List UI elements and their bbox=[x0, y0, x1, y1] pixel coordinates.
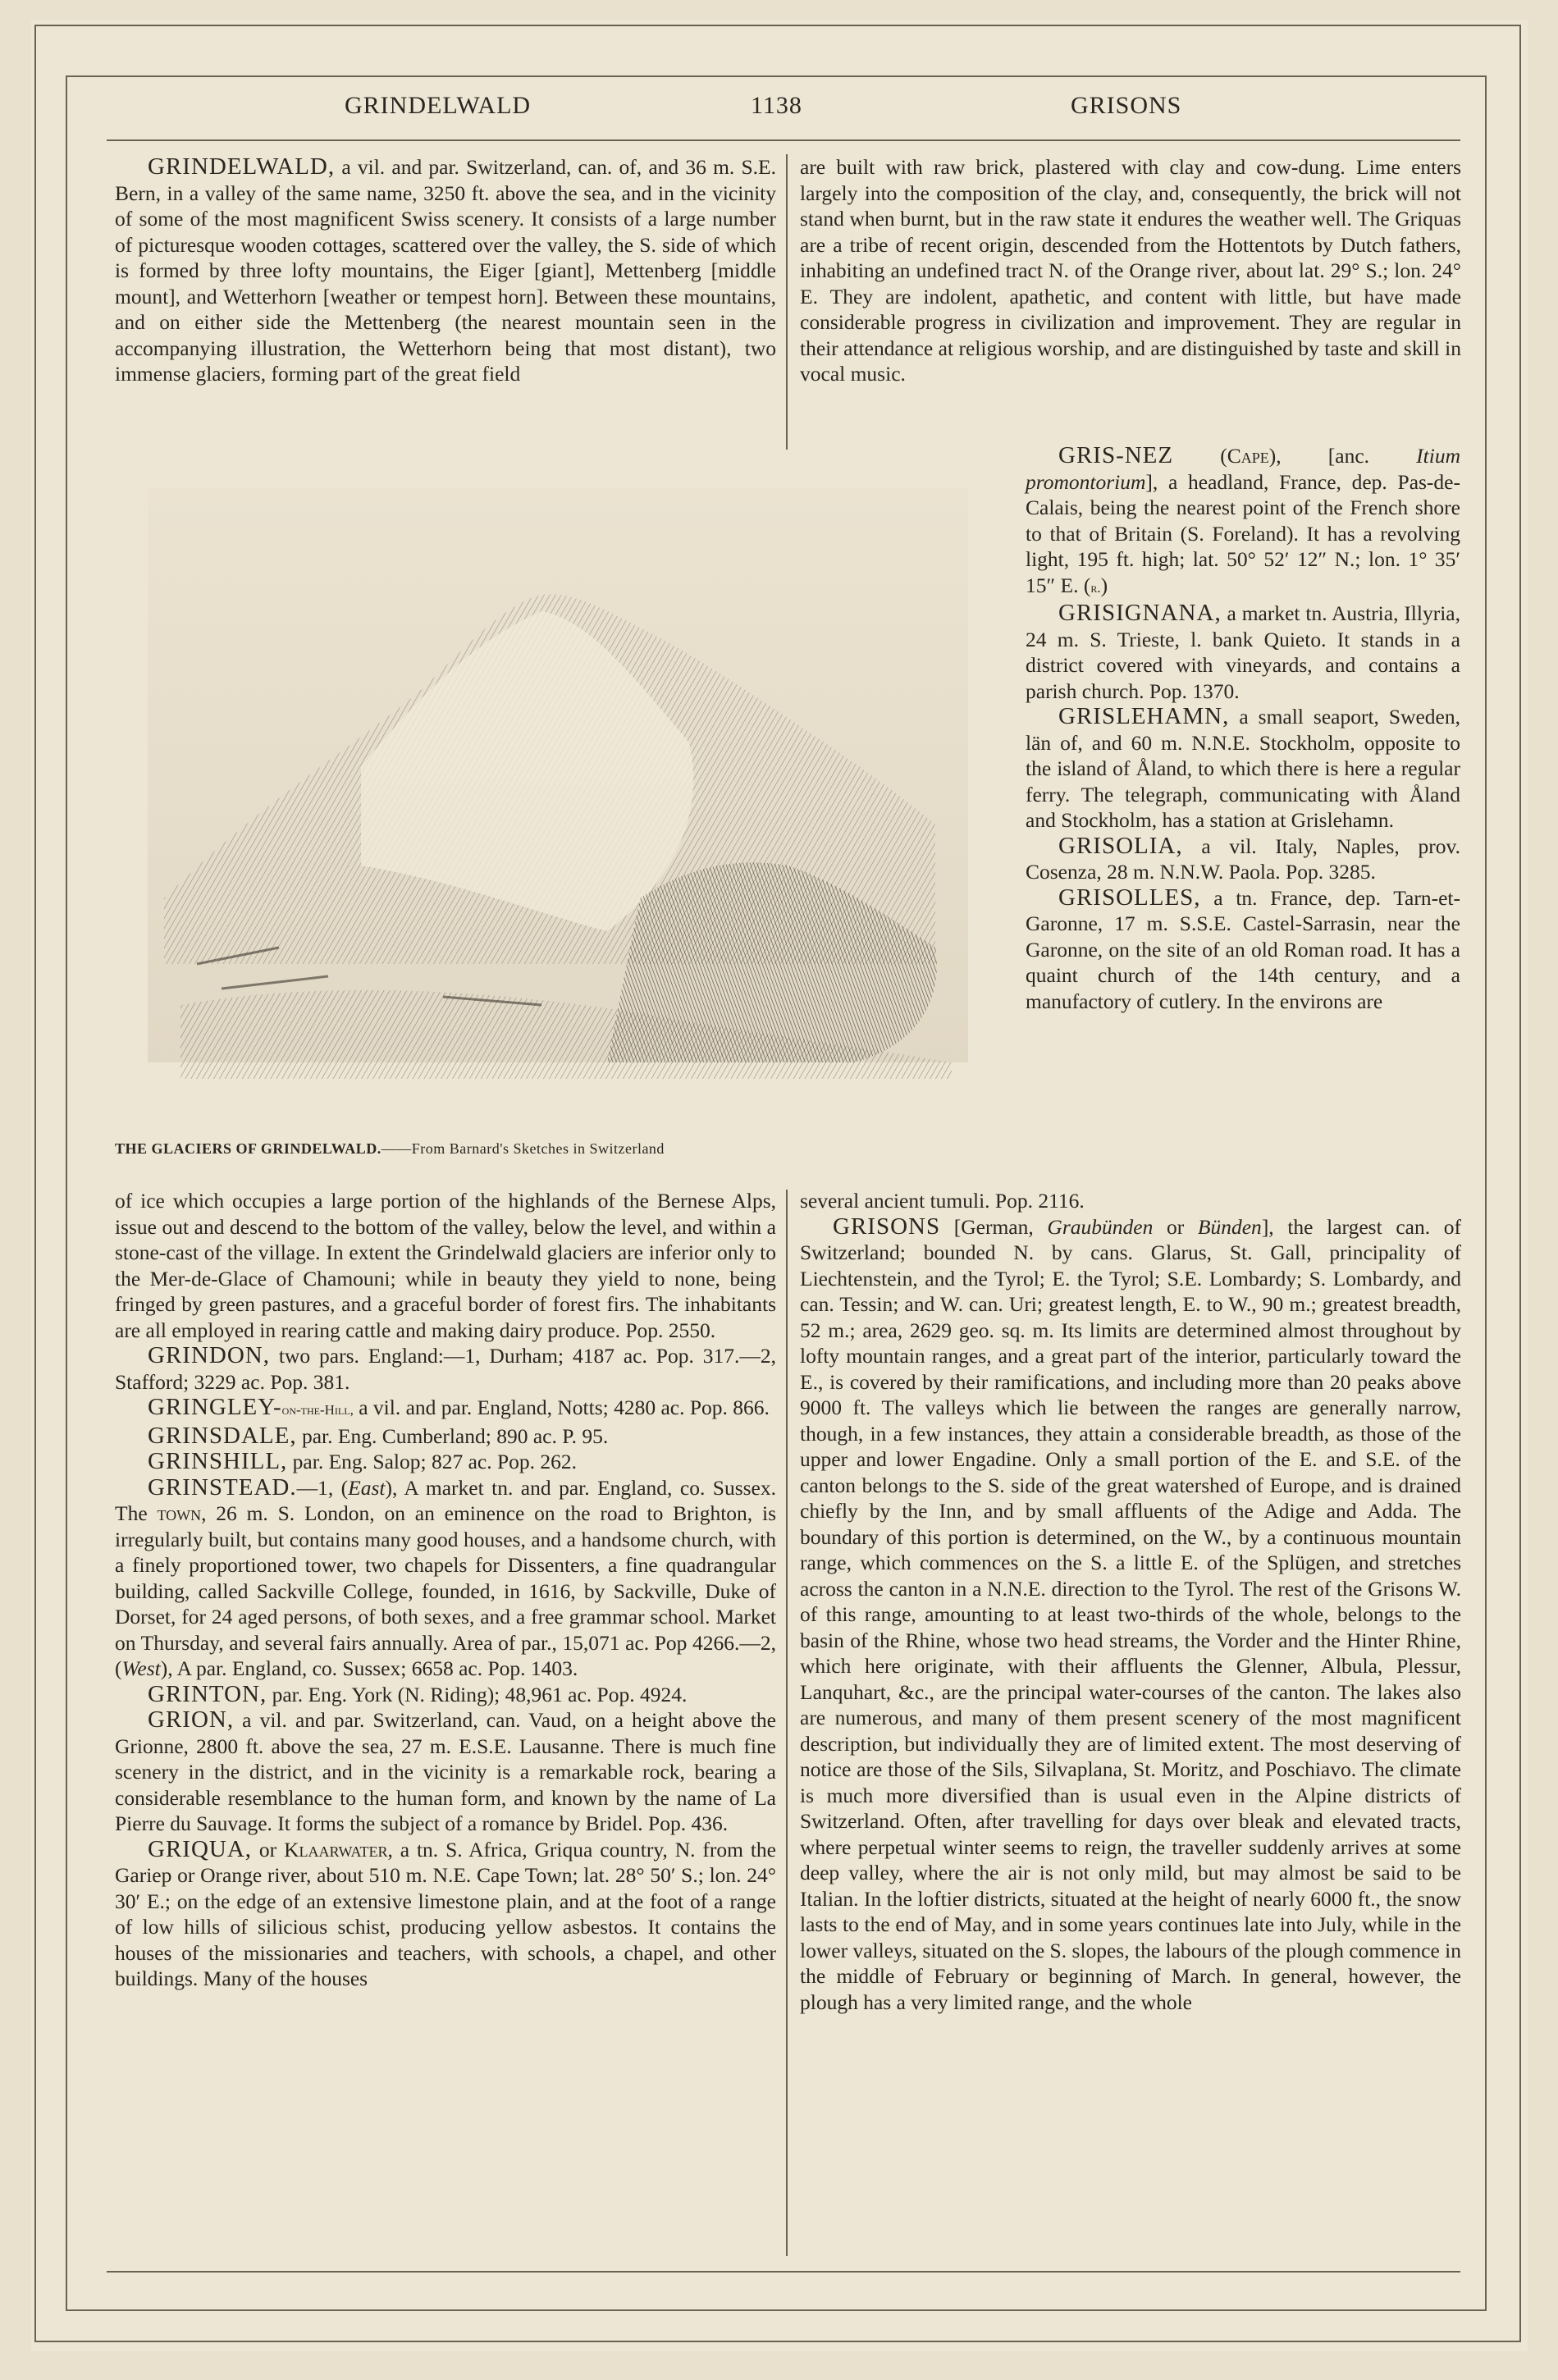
page-number: 1138 bbox=[751, 92, 802, 119]
entry-grion: GRION, a vil. and par. Switzerland, can. Vaud, on a height above the Grionne, 2800 ft. above the sea, 27 m. E.S.E. Lausanne. There is much fine scenery in the district, and in the vicinity is a remarkable rock, bearing a considerable resemblance to the human form, and known by the name of La Pierre du Sauvage. It forms the subject of a romance by Bridel. Pop. 436. bbox=[115, 1706, 776, 1835]
text-bottom-right bbox=[800, 1188, 1461, 2015]
entry-grinshill: GRINSHILL, par. Eng. Salop; 827 ac. Pop. 262. bbox=[148, 1448, 578, 1474]
entry-grisnez: GRIS-NEZ (Cape), [anc. Itium promontorium], a headland, France, dep. Pas-de-Calais, being the nearest point of the French shore to that of Britain (S. Foreland). It has a revolving light, 195 ft. high; lat. 50° 52′ 12″ N.; lon. 1° 35′ 15″ E. (r.) bbox=[1026, 442, 1460, 597]
entry-gringley: GRINGLEY-on-the-Hill, a vil. and par. England, Notts; 4280 ac. Pop. 866. bbox=[148, 1394, 770, 1420]
illustration-caption: THE GLACIERS OF GRINDELWALD.——From Barnard's Sketches in Switzerland bbox=[115, 1140, 665, 1157]
text-side-right bbox=[1026, 443, 1460, 1014]
entry-grisons: GRISONS [German, Graubünden or Bünden], the largest can. of Switzerland; bounded N. by cans. Glarus, St. Gall, principality of Liechtenstein, and the Tyrol; E. the Tyrol; S.E. Lombardy; S. Lombardy, and can. Tessin; and W. can. Uri; greatest length, E. to W., 90 m.; greatest breadth, 52 m.; area, 2629 geo. sq. m. Its limits are determined almost throughout by lofty mountain ranges, and a great part of the interior, particularly toward the E., is covered by their ramifications, and including more than 20 peaks above 9000 ft. The valleys which lie between the ranges are generally narrow, though, in a few instances, they attain a considerable breadth, as those of the upper and lower Engadine. Only a small portion of the E. and S.E. of the canton belongs to the S. side of the great watershed of Europe, and is drained chiefly by the Inn, and by small affluents of the Adige and Adda. The boundary of this portion is determined, on the W., by a continuous mountain range, which commences on the S. a little E. of the Splügen, and stretches across the canton in a N.N.E. direction to the Tyrol. The rest of the Grisons W. of this range, amounting to at least two-thirds of the whole, belongs to the basin of the Rhine, whose two head streams, the Vorder and the Hinter Rhine, which here originate, with their affluents the Glenner, Albula, Plessur, Lanquhart, &c., are the principal water-courses of the canton. The lakes also are numerous, and many of them present scenery of the most magnificent description, but individually they are of limited extent. The most deserving of notice are those of the Sils, Silvaplana, St. Moritz, and Poschiavo. The climate is much more diversified than is usual even in the Alpine districts of Switzerland. Often, after travelling for days over bleak and elevated tracts, where perpetual winter seems to reign, the traveller suddenly arrives at some deep valley, where the air is not only mild, but may almost be said to be Italian. In the loftier districts, situated at the height of nearly 6000 ft., the snow lasts to the end of May, and in some years continues late into July, while in the lower valleys, situated on the S. slopes, the labours of the plough commence in the middle of February or beginning of March. In general, however, the plough has a very limited range, and the whole bbox=[800, 1213, 1461, 2014]
entry-griqua: GRIQUA, or Klaarwater, a tn. S. Africa, Griqua country, N. from the Gariep or Orange river, about 510 m. N.E. Cape Town; lat. 28° 50′ S.; lon. 24° 30′ E.; on the edge of an extensive limestone plain, and at the foot of a range of low hills of silicious schist, producing yellow asbestos. It contains the houses of the missionaries and teachers, with schools, a chapel, and other buildings. Many of the houses bbox=[115, 1835, 776, 1990]
entry-grinton: GRINTON, par. Eng. York (N. Riding); 48,961 ac. Pop. 4924. bbox=[148, 1680, 688, 1707]
entry-grinstead: GRINSTEAD.—1, (East), A market tn. and par. England, co. Sussex. The town, 26 m. S. London, on an eminence on the road to Brighton, is irregularly built, but contains many good houses, and a handsome church, with a finely proportioned tower, two chapels for Dissenters, a fine quadrangular building, called Sackville College, founded, in 1616, by Sackville, Duke of Dorset, for 24 aged persons, of both sexes, and a free grammar school. Market on Thursday, and several fairs annually. Area of par., 15,071 ac. Pop 4266.—2, (West), A par. England, co. Sussex; 6658 ac. Pop. 1403. bbox=[115, 1473, 776, 1680]
entry-grindelwald: GRINDELWALD, a vil. and par. Switzerland, can. of, and 36 m. S.E. Bern, in a valley of the same name, 3250 ft. above the sea, and in the vicinity of some of the most magnificent Swiss scenery. It consists of a large number of picturesque wooden cottages, scattered over the valley, the S. side of which is formed by three lofty mountains, the Eiger [giant], Mettenberg [middle mount], and Wetterhorn [weather or tempest horn]. Between these mountains, and on either side the Mettenberg (the nearest mountain seen in the accompanying illustration, the Wetterhorn being that most distant), two immense glaciers, forming part of the great field bbox=[115, 153, 776, 386]
entry-grindon: GRINDON, two pars. England:—1, Durham; 4187 ac. Pop. 317.—2, Stafford; 3229 ac. Pop. 381. bbox=[115, 1342, 776, 1394]
entry-grinsdale: GRINSDALE, par. Eng. Cumberland; 890 ac. P. 95. bbox=[148, 1422, 609, 1449]
column-rule-bottom bbox=[786, 1190, 788, 2256]
text-top-left bbox=[115, 154, 776, 387]
entry-grisolles: GRISOLLES, a tn. France, dep. Tarn-et-Garonne, 17 m. S.S.E. Castel-Sarrasin, near the Garonne, on the site of an old Roman road. It has a quaint church of the 14th century, and a manufactory of cutlery. In the environs are bbox=[1026, 884, 1460, 1013]
entry-grisolles-continued: several ancient tumuli. Pop. 2116. bbox=[800, 1189, 1085, 1213]
text-bottom-left bbox=[115, 1188, 776, 1992]
running-head-left: GRINDELWALD bbox=[345, 92, 532, 119]
header-rule bbox=[107, 139, 1460, 141]
column-rule-top bbox=[786, 154, 788, 450]
glacier-illustration bbox=[115, 472, 1013, 1132]
entry-griqua-continued: are built with raw brick, plastered with clay and cow-dung. Lime enters largely into the composition of the clay, and, consequently, the brick will not stand when burnt, but in the raw state it endures the weather well. The Griquas are a tribe of recent origin, descended from the Hottentots by Dutch fathers, inhabiting an undefined tract N. of the Orange river, about lat. 29° S.; lon. 24° E. They are indolent, apathetic, and content with little, but have made considerable progress in civilization and improvement. They are regular in their attendance at religious worship, and are distinguished by taste and skill in vocal music. bbox=[800, 155, 1461, 386]
entry-grisignana: GRISIGNANA, a market tn. Austria, Illyria, 24 m. S. Trieste, l. bank Quieto. It stands in a district covered with vineyards, and contains a parish church. Pop. 1370. bbox=[1026, 600, 1460, 703]
text-top-right bbox=[800, 154, 1461, 387]
entry-grisolia: GRISOLIA, a vil. Italy, Naples, prov. Cosenza, 28 m. N.N.W. Paola. Pop. 3285. bbox=[1026, 832, 1460, 884]
headword: GRINDELWALD, bbox=[148, 153, 336, 180]
running-head-right: GRISONS bbox=[1071, 92, 1182, 119]
entry-grindelwald-continued: of ice which occupies a large portion of the highlands of the Bernese Alps, issue out and descend to the bottom of the valley, below the level, and within a stone-cast of the village. In extent the Grindelwald glaciers are inferior only to the Mer-de-Glace of Chamouni; while in beauty they yield to none, being fringed by green pastures, and a graceful border of forest firs. The inhabitants are all employed in rearing cattle and making dairy produce. Pop. 2550. bbox=[115, 1189, 776, 1342]
entry-grislehamn: GRISLEHAMN, a small seaport, Sweden, län of, and 60 m. N.N.E. Stockholm, opposite to the island of Åland, to which there is here a regular ferry. The telegraph, communicating with Åland and Stockholm, has a station at Grislehamn. bbox=[1026, 703, 1460, 832]
footer-rule bbox=[107, 2271, 1460, 2273]
